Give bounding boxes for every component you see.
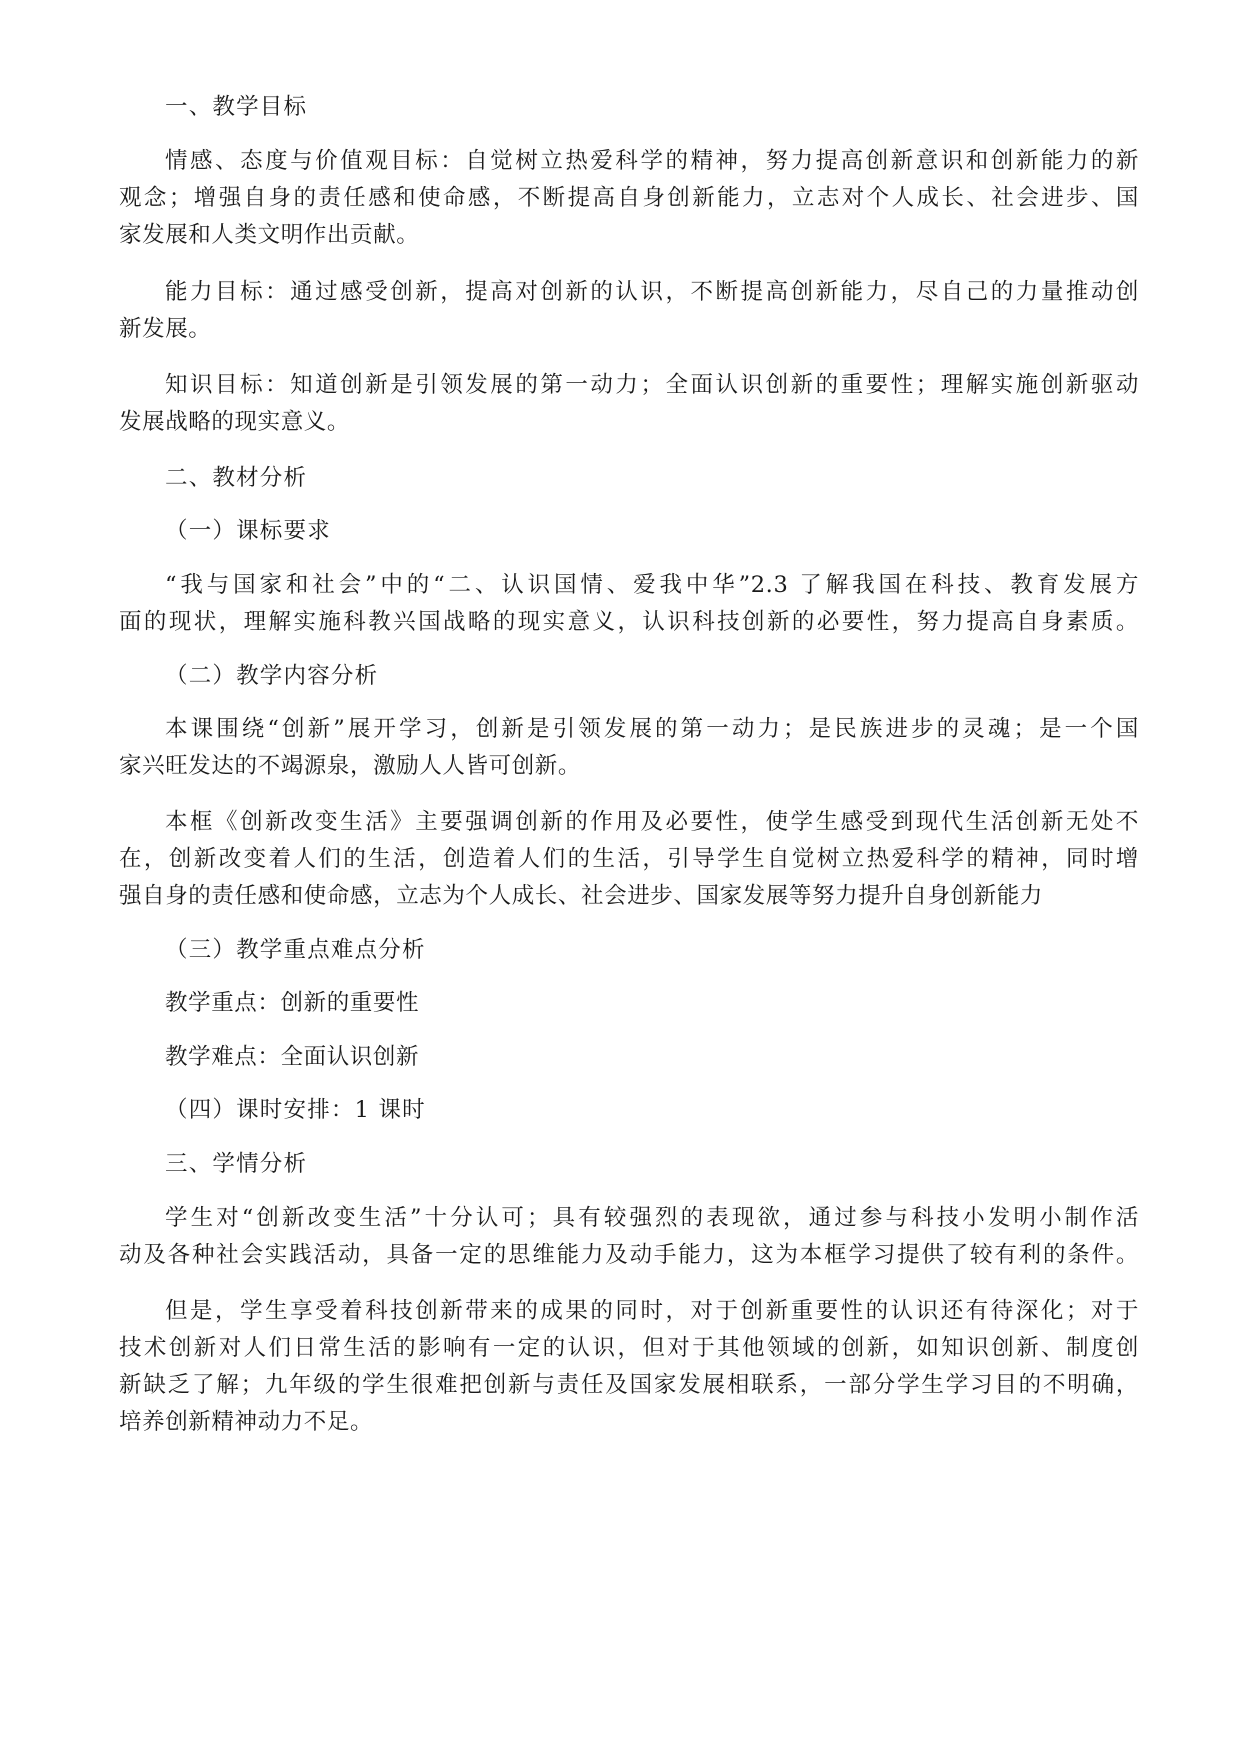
goal-emotion-line-3: 家发展和人类文明作出贡献。 <box>119 222 420 248</box>
goal-knowledge-line-2: 发展战略的现实意义。 <box>119 409 351 435</box>
standard-line-2: 面的现状，理解实施科教兴国战略的现实意义，认识科技创新的必要性，努力提高自身素质。 <box>119 609 1139 635</box>
student-p1-line-1: 学生对“创新改变生活”十分认可；具有较强烈的表现欲，通过参与科技小发明小制作活 <box>165 1205 1139 1231</box>
subheading-curriculum-standard: （一）课标要求 <box>165 518 331 544</box>
section-heading-material-analysis: 二、教材分析 <box>165 465 308 491</box>
goal-emotion-line-2: 观念；增强自身的责任感和使命感，不断提高自身创新能力，立志对个人成长、社会进步、国 <box>119 185 1139 211</box>
student-p2-line-3: 新缺乏了解；九年级的学生很难把创新与责任及国家发展相联系，一部分学生学习目的不明确， <box>119 1372 1139 1398</box>
content-p1-line-2: 家兴旺发达的不竭源泉，激励人人皆可创新。 <box>119 753 582 779</box>
student-p1-line-2: 动及各种社会实践活动，具备一定的思维能力及动手能力，这为本框学习提供了较有利的条件。 <box>119 1242 1139 1268</box>
goal-ability-line-1: 能力目标：通过感受创新，提高对创新的认识，不断提高创新能力，尽自己的力量推动创 <box>165 279 1139 305</box>
standard-line-1: “我与国家和社会”中的“二、认识国情、爱我中华”2.3 了解我国在科技、教育发展方 <box>165 572 1139 598</box>
difficult-point: 教学难点：全面认识创新 <box>165 1044 420 1070</box>
goal-emotion-line-1: 情感、态度与价值观目标：自觉树立热爱科学的精神，努力提高创新意识和创新能力的新 <box>165 148 1139 174</box>
section-heading-teaching-goals: 一、教学目标 <box>165 94 308 120</box>
section-heading-student-analysis: 三、学情分析 <box>165 1151 308 1177</box>
content-p2-line-1: 本框《创新改变生活》主要强调创新的作用及必要性，使学生感受到现代生活创新无处不 <box>165 809 1139 835</box>
subheading-content-analysis: （二）教学内容分析 <box>165 663 379 689</box>
goal-knowledge-line-1: 知识目标：知道创新是引领发展的第一动力；全面认识创新的重要性；理解实施创新驱动 <box>165 372 1139 398</box>
subheading-class-hours: （四）课时安排：1 课时 <box>165 1097 426 1123</box>
student-p2-line-4: 培养创新精神动力不足。 <box>119 1409 374 1435</box>
key-point: 教学重点：创新的重要性 <box>165 990 420 1016</box>
content-p2-line-3: 强自身的责任感和使命感，立志为个人成长、社会进步、国家发展等努力提升自身创新能力 <box>119 883 1044 909</box>
student-p2-line-2: 技术创新对人们日常生活的影响有一定的认识，但对于其他领域的创新，如知识创新、制度创 <box>119 1335 1139 1361</box>
student-p2-line-1: 但是，学生享受着科技创新带来的成果的同时，对于创新重要性的认识还有待深化；对于 <box>165 1298 1139 1324</box>
content-p2-line-2: 在，创新改变着人们的生活，创造着人们的生活，引导学生自觉树立热爱科学的精神，同时增 <box>119 846 1139 872</box>
subheading-key-difficult-points: （三）教学重点难点分析 <box>165 937 426 963</box>
content-p1-line-1: 本课围绕“创新”展开学习，创新是引领发展的第一动力；是民族进步的灵魂；是一个国 <box>165 716 1139 742</box>
goal-ability-line-2: 新发展。 <box>119 316 212 342</box>
